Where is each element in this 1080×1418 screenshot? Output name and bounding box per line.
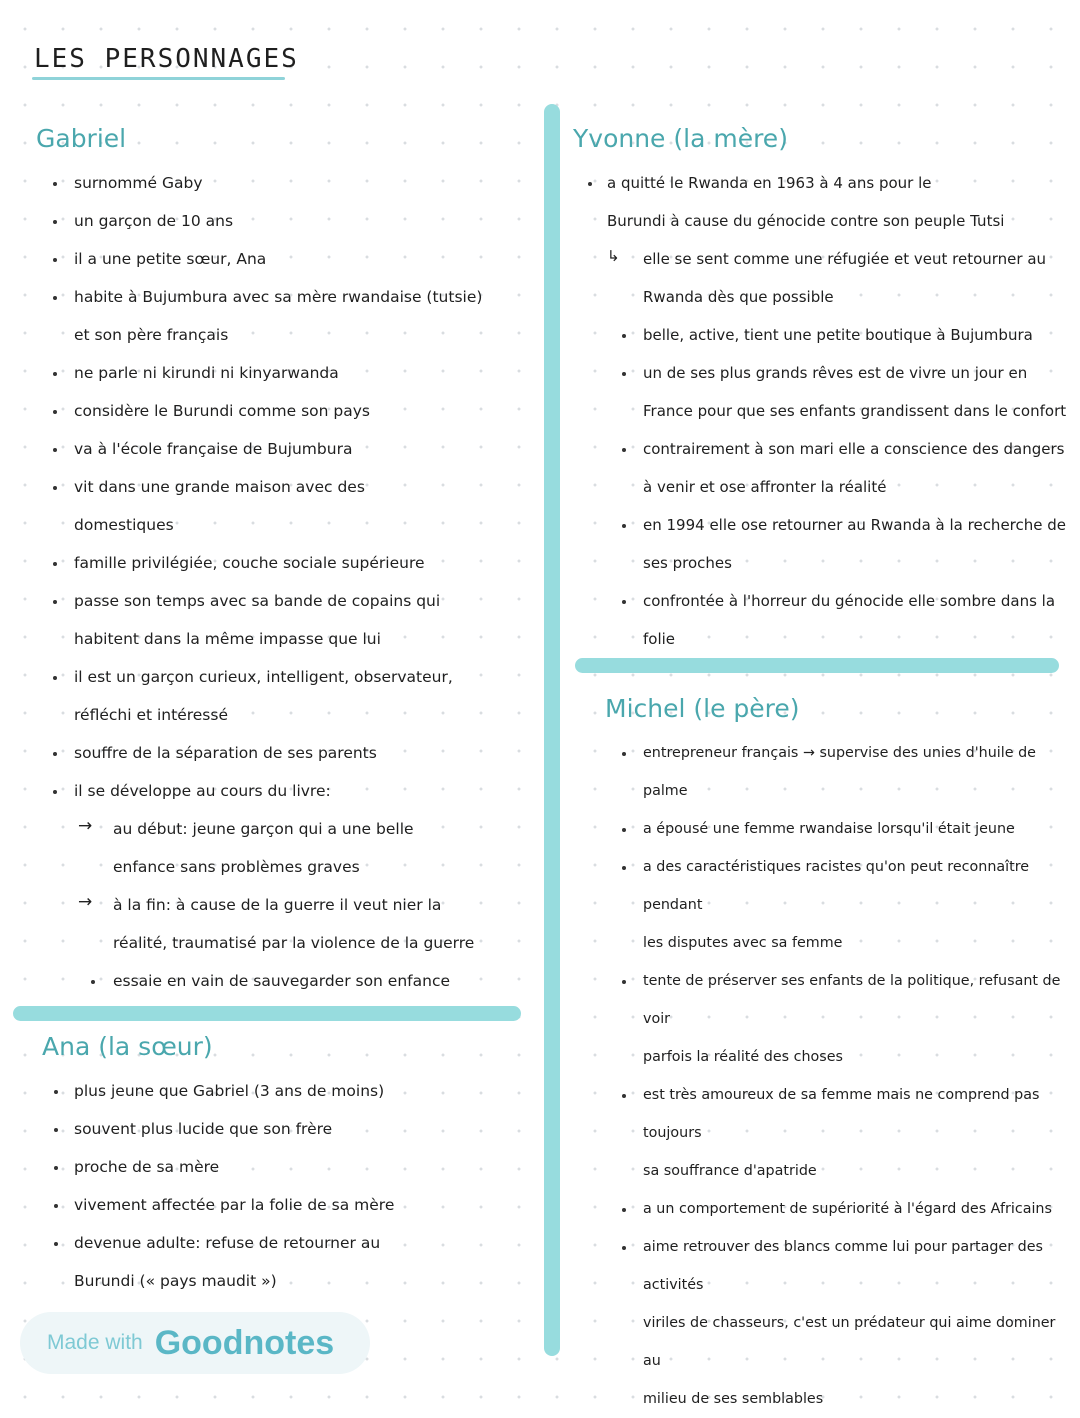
michel-list xyxy=(605,734,1075,1418)
list-item-continuation: ses proches xyxy=(643,554,732,572)
bullet-icon xyxy=(53,600,57,604)
right-section-divider xyxy=(575,658,1059,673)
list-subitem: → au début: jeune garçon qui a une belle xyxy=(36,810,526,848)
badge-made-with: Made with xyxy=(47,1331,143,1354)
list-item: plus jeune que Gabriel (3 ans de moins) xyxy=(42,1072,512,1110)
list-item: considère le Burundi comme son pays xyxy=(36,392,526,430)
bullet-icon xyxy=(91,980,95,984)
list-item: a quitté le Rwanda en 1963 à 4 ans pour le xyxy=(573,164,1073,202)
list-item-continuation: Burundi à cause du génocide contre son peuple Tutsi xyxy=(607,212,1005,230)
list-item-continuation: et son père français xyxy=(74,326,229,344)
bullet-icon xyxy=(622,1094,626,1098)
list-item: il se développe au cours du livre: xyxy=(36,772,526,810)
list-item: a épousé une femme rwandaise lorsqu'il était jeune xyxy=(605,810,1075,848)
bullet-icon xyxy=(54,1242,58,1246)
list-item-continuation: habitent dans la même impasse que lui xyxy=(74,630,381,648)
gabriel-list xyxy=(36,164,526,1000)
bullet-icon xyxy=(53,752,57,756)
list-item-continuation: sa souffrance d'apatride xyxy=(643,1163,817,1179)
bullet-icon xyxy=(622,372,626,376)
yvonne-list xyxy=(573,164,1073,658)
list-item-continuation: France pour que ses enfants grandissent dans le confort xyxy=(643,402,1067,420)
list-item: proche de sa mère xyxy=(42,1148,512,1186)
bullet-icon xyxy=(588,182,592,186)
arrow-right-icon: → xyxy=(78,892,93,912)
ana-list xyxy=(42,1072,512,1300)
bullet-icon xyxy=(622,752,626,756)
bullet-icon xyxy=(622,600,626,604)
bullet-icon xyxy=(622,866,626,870)
bullet-icon xyxy=(622,980,626,984)
list-item-continuation: milieu de ses semblables xyxy=(643,1391,824,1407)
goodnotes-badge xyxy=(20,1312,370,1374)
list-item: un garçon de 10 ans xyxy=(36,202,526,240)
list-item-continuation: enfance sans problèmes graves xyxy=(113,858,360,876)
bullet-icon xyxy=(53,182,57,186)
list-item: entrepreneur français → supervise des unies d'huile de xyxy=(605,734,1075,772)
bullet-icon xyxy=(54,1166,58,1170)
vertical-divider xyxy=(544,104,560,1356)
bullet-icon xyxy=(622,1246,626,1250)
list-item: passe son temps avec sa bande de copains qui xyxy=(36,582,526,620)
ana-heading: Ana (la sœur) xyxy=(42,1032,213,1061)
list-subitem: essaie en vain de sauvegarder son enfance xyxy=(36,962,526,1000)
arrow-right-icon: → xyxy=(78,816,93,836)
bullet-icon xyxy=(622,334,626,338)
list-item: habite à Bujumbura avec sa mère rwandaise (tutsie) xyxy=(36,278,526,316)
list-item: devenue adulte: refuse de retourner au xyxy=(42,1224,512,1262)
bullet-icon xyxy=(53,562,57,566)
list-subitem: confrontée à l'horreur du génocide elle sombre dans la xyxy=(573,582,1073,620)
list-item-continuation: réalité, traumatisé par la violence de la guerre xyxy=(113,934,475,952)
list-item-continuation: à venir et ose affronter la réalité xyxy=(643,478,887,496)
list-item: aime retrouver des blancs comme lui pour partager des activités xyxy=(605,1228,1075,1304)
yvonne-heading: Yvonne (la mère) xyxy=(573,124,788,153)
bullet-icon xyxy=(54,1090,58,1094)
list-subitem: ↳ elle se sent comme une réfugiée et veut retourner au xyxy=(573,240,1073,278)
bullet-icon xyxy=(53,410,57,414)
yvonne-section xyxy=(573,124,1073,658)
title-underline xyxy=(32,77,285,80)
list-item-continuation: les disputes avec sa femme xyxy=(643,935,843,951)
bullet-icon xyxy=(54,1204,58,1208)
list-subitem: contrairement à son mari elle a conscience des dangers xyxy=(573,430,1073,468)
list-item: surnommé Gaby xyxy=(36,164,526,202)
gabriel-section xyxy=(36,124,526,1000)
list-item: famille privilégiée, couche sociale supérieure xyxy=(36,544,526,582)
bullet-icon xyxy=(54,1128,58,1132)
bullet-icon xyxy=(53,372,57,376)
list-item: tente de préserver ses enfants de la politique, refusant de voir xyxy=(605,962,1075,1038)
list-item: ne parle ni kirundi ni kinyarwanda xyxy=(36,354,526,392)
badge-brand: Goodnotes xyxy=(154,1323,335,1362)
page-title: LES PERSONNAGES xyxy=(34,44,299,74)
bullet-icon xyxy=(622,448,626,452)
list-subitem: belle, active, tient une petite boutique à Bujumbura xyxy=(573,316,1073,354)
bullet-icon xyxy=(53,258,57,262)
list-item: va à l'école française de Bujumbura xyxy=(36,430,526,468)
list-item: il est un garçon curieux, intelligent, observateur, xyxy=(36,658,526,696)
list-item-continuation: palme xyxy=(643,783,688,799)
list-subitem: un de ses plus grands rêves est de vivre un jour en xyxy=(573,354,1073,392)
bullet-icon xyxy=(53,296,57,300)
ana-section xyxy=(42,1032,512,1300)
list-item: a un comportement de supériorité à l'égard des Africains xyxy=(605,1190,1075,1228)
bullet-icon xyxy=(622,524,626,528)
list-item: souffre de la séparation de ses parents xyxy=(36,734,526,772)
list-subitem: en 1994 elle ose retourner au Rwanda à la recherche de xyxy=(573,506,1073,544)
list-item-continuation: Burundi (« pays maudit ») xyxy=(74,1272,277,1290)
list-item-continuation: Rwanda dès que possible xyxy=(643,288,834,306)
list-item-continuation: parfois la réalité des choses xyxy=(643,1049,843,1065)
michel-section xyxy=(605,694,1075,1418)
list-item-continuation: folie xyxy=(643,630,676,648)
list-item: souvent plus lucide que son frère xyxy=(42,1110,512,1148)
bullet-icon xyxy=(53,676,57,680)
michel-heading: Michel (le père) xyxy=(605,694,800,723)
gabriel-heading: Gabriel xyxy=(36,124,127,153)
bullet-icon xyxy=(53,486,57,490)
list-item: il a une petite sœur, Ana xyxy=(36,240,526,278)
list-item: est très amoureux de sa femme mais ne comprend pas toujours xyxy=(605,1076,1075,1152)
list-item-continuation: réfléchi et intéressé xyxy=(74,706,228,724)
bullet-icon xyxy=(622,828,626,832)
list-item-continuation: viriles de chasseurs, c'est un prédateur qui aime dominer au xyxy=(643,1315,1056,1369)
bullet-icon xyxy=(53,220,57,224)
arrow-turn-right-icon: ↳ xyxy=(607,247,620,265)
list-item: vit dans une grande maison avec des xyxy=(36,468,526,506)
bullet-icon xyxy=(53,448,57,452)
list-item: vivement affectée par la folie de sa mère xyxy=(42,1186,512,1224)
bullet-icon xyxy=(53,790,57,794)
bullet-icon xyxy=(622,1208,626,1212)
list-item: a des caractéristiques racistes qu'on peut reconnaître pendant xyxy=(605,848,1075,924)
list-item-continuation: domestiques xyxy=(74,516,174,534)
list-subitem: → à la fin: à cause de la guerre il veut nier la xyxy=(36,886,526,924)
left-section-divider xyxy=(13,1006,521,1021)
